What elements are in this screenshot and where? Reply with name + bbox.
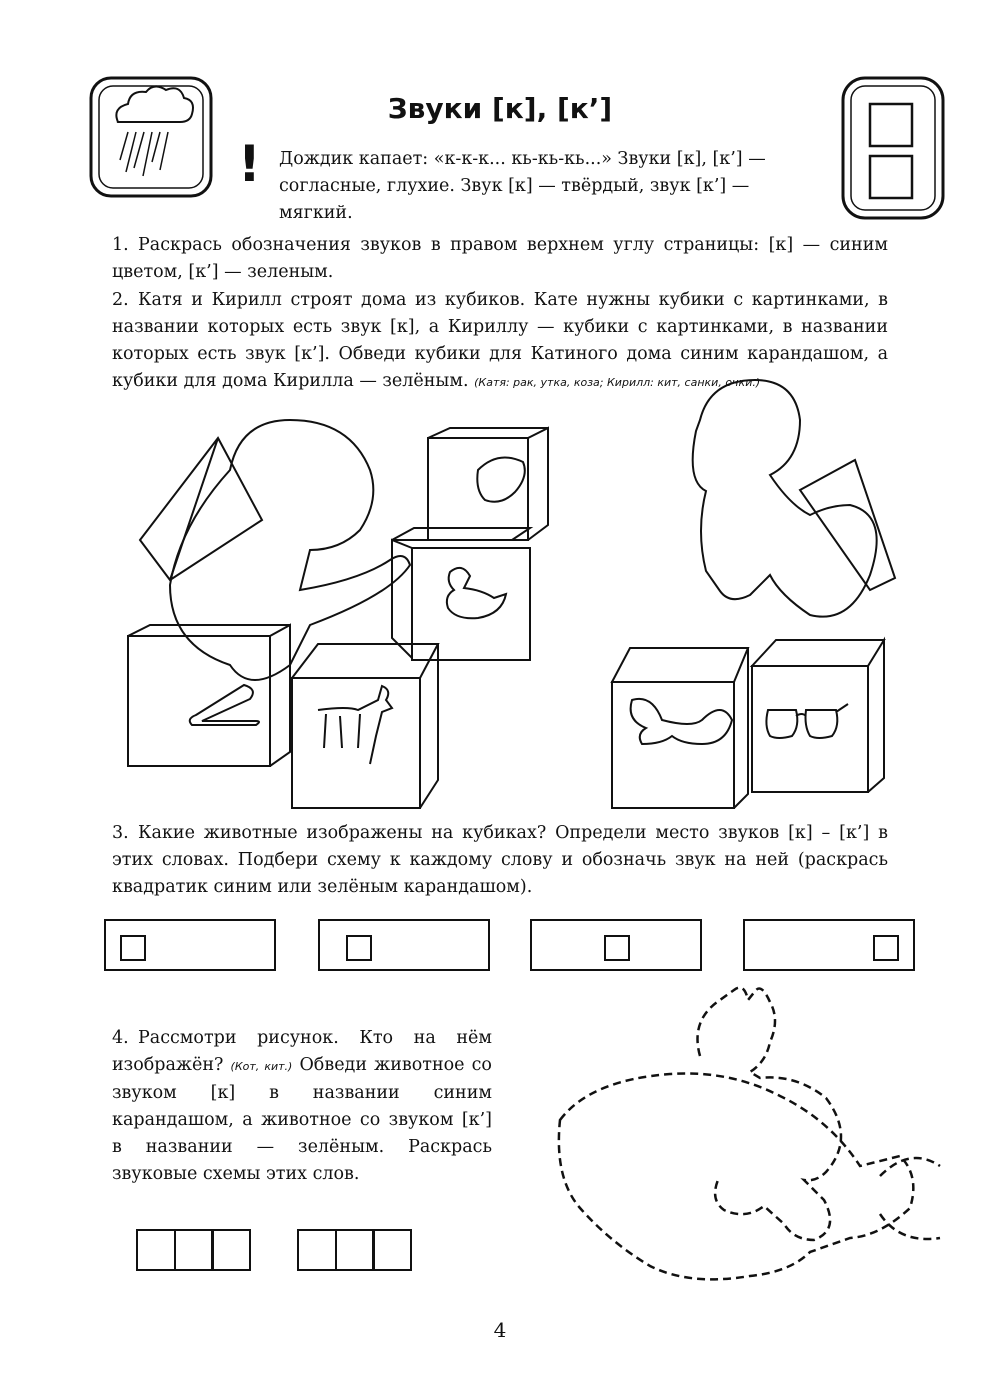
crayfish-cube — [612, 648, 748, 808]
exclamation-mark: ! — [238, 135, 261, 193]
scheme-cell[interactable] — [372, 1229, 412, 1271]
duck-cube — [392, 528, 530, 660]
scheme-square[interactable] — [120, 935, 146, 961]
sound-scheme-3[interactable] — [530, 919, 702, 971]
cat-outline — [698, 988, 842, 1240]
scheme-square[interactable] — [346, 935, 372, 961]
whale-outline — [559, 1073, 913, 1279]
task-number: 1. — [112, 235, 129, 255]
page-title: Звуки [к], [к’] — [387, 92, 613, 125]
dashed-cat-whale-picture — [559, 988, 940, 1280]
sound-scheme-1[interactable] — [104, 919, 276, 971]
task-number: 4. — [112, 1028, 129, 1048]
scheme-square[interactable] — [604, 935, 630, 961]
shark-cube — [428, 428, 548, 540]
sled-cube — [128, 625, 290, 766]
goat-cube — [292, 644, 438, 808]
scheme-square[interactable] — [873, 935, 899, 961]
task-2 — [112, 287, 888, 396]
task-text: Какие животные изображены на кубиках? Определи место звуков [к] – [к’] в этих словах. Подбери схему к каждому слову и обозначь звук на ней (раскрась квадратик синим или зелёным карандашом). — [112, 823, 888, 897]
page-number: 4 — [493, 1318, 507, 1342]
task-answer: (Катя: рак, утка, коза; Кирилл: кит, санки, очки.) — [474, 376, 761, 389]
task-text: Рассмотри рисунок. Кто на нём изображён? — [112, 1028, 492, 1075]
shark-icon — [477, 458, 524, 502]
task-answer: (Кот, кит.) — [230, 1060, 293, 1073]
task-text: Катя и Кирилл строят дома из кубиков. Кате нужны кубики с картинками, в названии которых есть звук [к], а Кириллу — кубики с картинками, в названии которых есть звук [к’]. Обведи кубики для Катиного дома синим карандашом, а кубики для дома Кирилла — зелёным. — [112, 290, 888, 391]
girl-with-cubes-illustration — [612, 380, 895, 808]
girl-figure — [693, 380, 877, 617]
pyramid-shape — [800, 460, 895, 590]
task-number: 3. — [112, 823, 129, 843]
word-scheme-cat[interactable] — [136, 1229, 251, 1271]
scheme-cell[interactable] — [335, 1229, 375, 1271]
whale-tail-outline — [880, 1158, 940, 1239]
task-text: Раскрась обозначения звуков в правом верхнем углу страницы: [к] — синим цветом, [к’] — зеленым. — [112, 235, 888, 282]
scheme-cell[interactable] — [174, 1229, 214, 1271]
duck-icon — [447, 568, 506, 618]
scheme-cell[interactable] — [211, 1229, 251, 1271]
scheme-cell[interactable] — [297, 1229, 337, 1271]
task-4 — [112, 1025, 492, 1188]
task-text: Обведи животное со звуком [к] в названии синим карандашом, а животное со звуком [к’] в названии — зелёным. Раскрась звуковые схемы этих слов. — [112, 1055, 492, 1184]
scheme-cell[interactable] — [136, 1229, 176, 1271]
sound-scheme-4[interactable] — [743, 919, 915, 971]
task-1 — [112, 232, 888, 286]
intro-text: Дождик капает: «к-к-к... кь-кь-кь...» Звуки [к], [к’] — согласные, глухие. Звук [к] — твёрдый, звук [к’] — мягкий. — [279, 149, 766, 223]
glasses-icon — [766, 704, 848, 738]
glasses-cube — [752, 640, 884, 792]
crayfish-icon — [631, 699, 732, 744]
task-3 — [112, 820, 888, 901]
sled-icon — [190, 685, 259, 725]
goat-icon — [318, 686, 392, 764]
boy-with-cubes-illustration — [128, 420, 548, 808]
task-number: 2. — [112, 290, 129, 310]
soft-sound-square[interactable] — [870, 156, 912, 198]
word-scheme-whale[interactable] — [297, 1229, 412, 1271]
sound-scheme-2[interactable] — [318, 919, 490, 971]
